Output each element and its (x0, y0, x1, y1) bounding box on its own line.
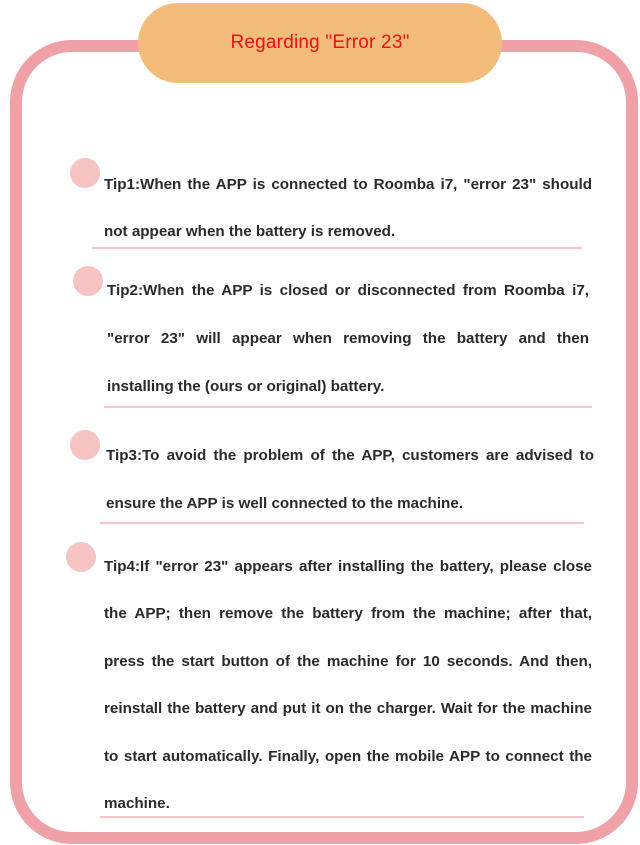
tip4-bullet-dot (66, 542, 96, 572)
page-title: Regarding "Error 23" (230, 32, 410, 53)
tip1-divider (92, 247, 582, 249)
tip2-divider (104, 406, 592, 408)
tip3-divider (100, 522, 584, 524)
tip3-text: Tip3:To avoid the problem of the APP, customers are advised to ensure the APP is well connected to the machine. (106, 447, 594, 512)
tip1-bullet-dot (70, 158, 100, 188)
tip2-text: Tip2:When the APP is closed or disconnected from Roomba i7, "error 23" will appear when removing the battery and then installing the (ours or original) battery. (107, 282, 589, 395)
title-banner (138, 3, 502, 83)
tip1-text: Tip1:When the APP is connected to Roomba i7, "error 23" should not appear when the battery is removed. (104, 176, 592, 240)
tip4-text: Tip4:If "error 23" appears after installing the battery, please close the APP; then remove the battery from the machine; after that, press the start button of the machine for 10 seconds. And then, reinstall the battery and put it on the charger. Wait for the machine to start automatically. Finally, open the mobile APP to connect the machine. (104, 558, 592, 813)
tip4-divider (100, 816, 584, 818)
tip3-bullet-dot (70, 430, 100, 460)
tip2-bullet-dot (73, 266, 103, 296)
